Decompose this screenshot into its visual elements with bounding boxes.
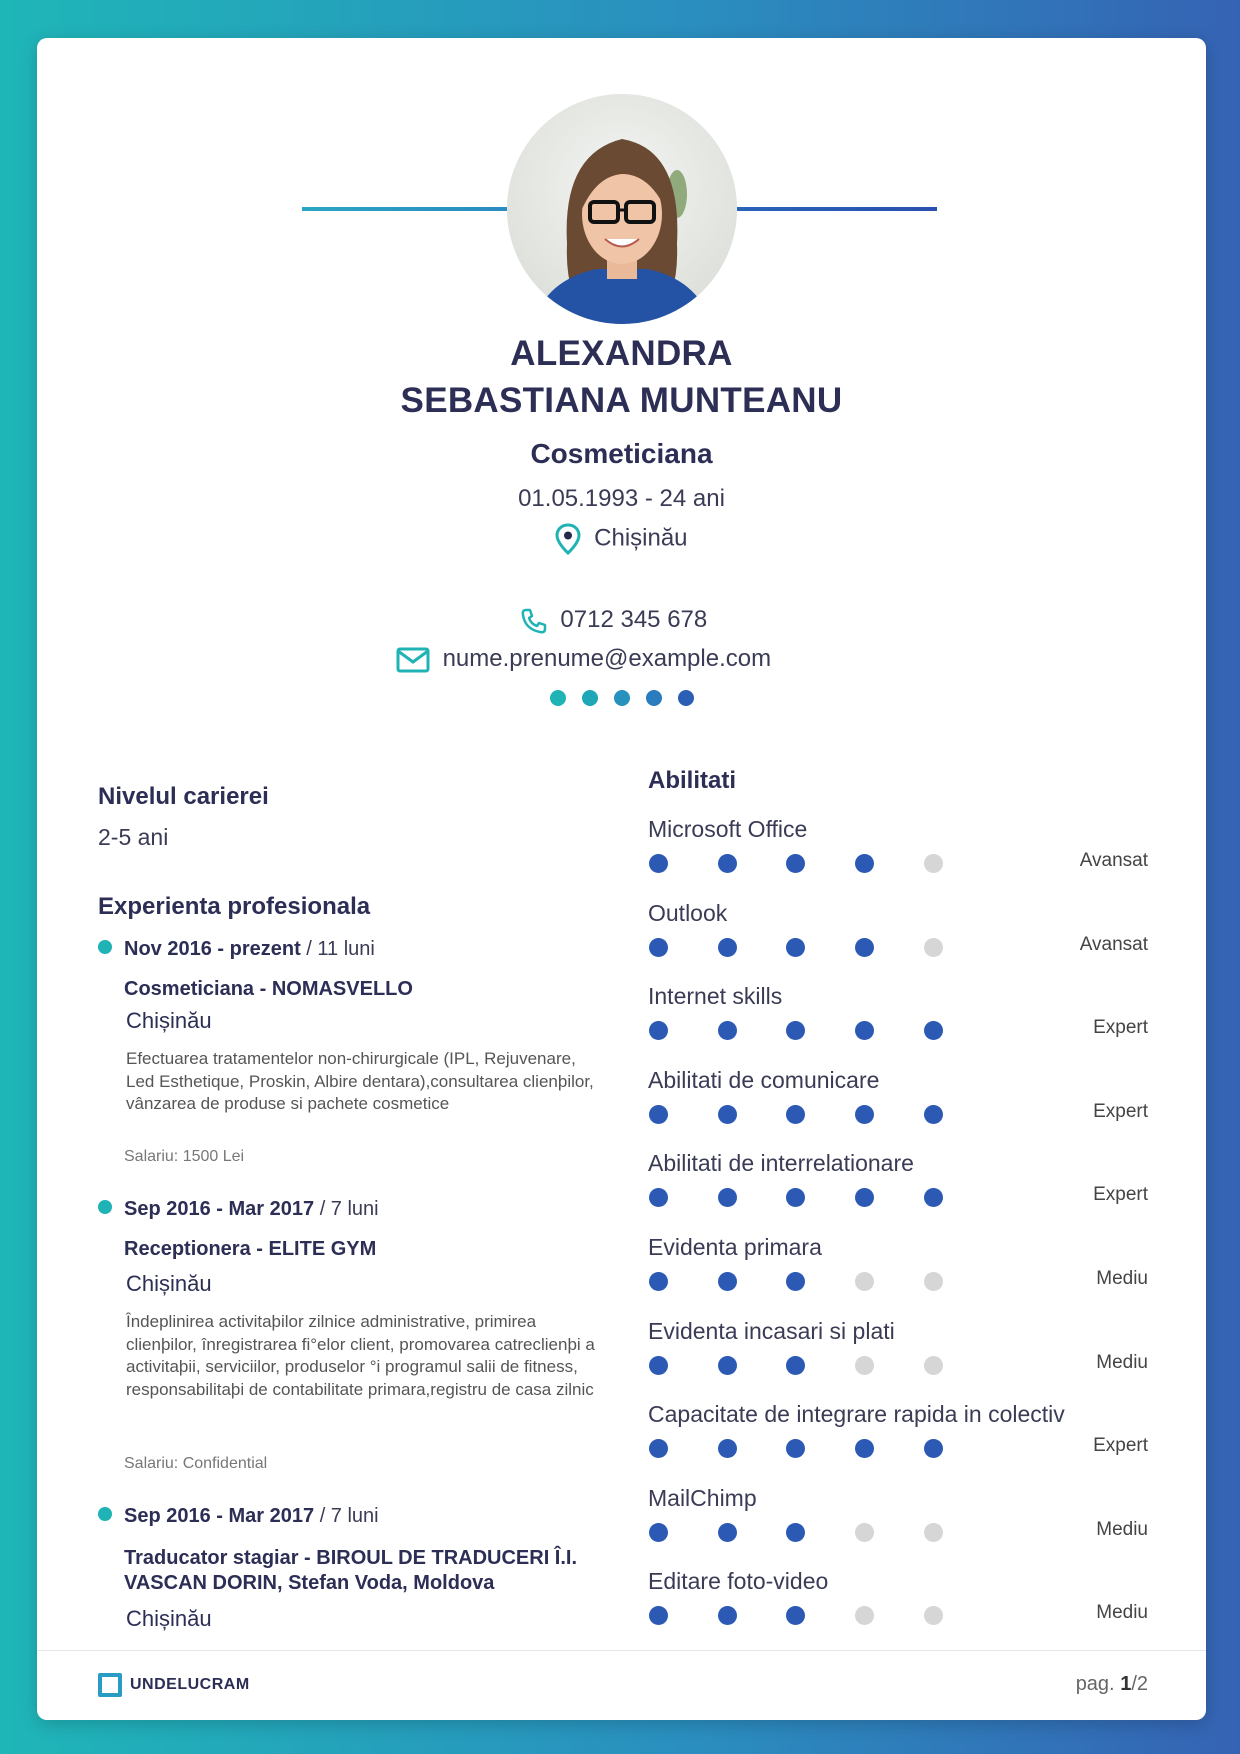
rating-dot-filled bbox=[718, 1439, 737, 1458]
decorative-dots bbox=[37, 690, 1206, 706]
header-line-right bbox=[727, 207, 937, 211]
footer-divider bbox=[37, 1650, 1206, 1651]
job-2-role: Receptionera - ELITE GYM bbox=[124, 1238, 377, 1260]
avatar bbox=[507, 94, 737, 324]
phone-icon bbox=[520, 606, 561, 633]
rating-dot-filled bbox=[786, 1272, 805, 1291]
rating-dot-filled bbox=[649, 1356, 668, 1375]
skill-name: Abilitati de comunicare bbox=[648, 1066, 880, 1093]
rating-dot-filled bbox=[855, 1188, 874, 1207]
skill-name: MailChimp bbox=[648, 1484, 757, 1511]
rating-dot-filled bbox=[855, 1021, 874, 1040]
skill-level: Expert bbox=[1093, 1184, 1148, 1206]
logo-square-icon bbox=[98, 1673, 122, 1697]
timeline-bullet bbox=[98, 940, 112, 954]
job-2-description: Îndeplinirea activitaþilor zilnice administrative, primirea clienþilor, înregistrarea fi°elor client, promovarea catreclienþi a activitaþii, serviciilor, produselor °i programul salii de fitness, responsabilitaþi de contabilitate primara,registru de casa zilnic bbox=[126, 1312, 595, 1399]
location-row bbox=[37, 523, 1206, 555]
rating-dot-filled bbox=[786, 1356, 805, 1375]
rating-dot-empty bbox=[924, 854, 943, 873]
skill-name: Microsoft Office bbox=[648, 816, 808, 842]
skill-level: Avansat bbox=[1079, 933, 1148, 955]
rating-dot-filled bbox=[649, 854, 668, 873]
rating-dot-empty bbox=[924, 1606, 943, 1625]
dot bbox=[614, 690, 630, 706]
name-line-2: SEBASTIANA MUNTEANU bbox=[400, 381, 843, 420]
rating-dot-filled bbox=[718, 1356, 737, 1375]
rating-dot-filled bbox=[649, 1606, 668, 1625]
rating-dot-filled bbox=[786, 1021, 805, 1040]
rating-dot-filled bbox=[718, 938, 737, 957]
rating-dot-filled bbox=[786, 1439, 805, 1458]
dot bbox=[646, 690, 662, 706]
rating-dot-filled bbox=[649, 1188, 668, 1207]
full-name bbox=[37, 330, 1206, 424]
rating-dot-filled bbox=[718, 854, 737, 873]
brand-logo[interactable]: UNDELUCRAM bbox=[98, 1673, 250, 1697]
job-3-dates: Sep 2016 - Mar 2017 / 7 luni bbox=[98, 1505, 379, 1528]
skills-heading: Abilitati bbox=[648, 767, 736, 794]
timeline-bullet bbox=[98, 1507, 112, 1521]
timeline-bullet bbox=[98, 1200, 112, 1214]
mail-icon bbox=[396, 645, 443, 672]
dot bbox=[678, 690, 694, 706]
rating-dot-empty bbox=[855, 1523, 874, 1542]
job-1-dates: Nov 2016 - prezent / 11 luni bbox=[98, 938, 375, 961]
dot bbox=[582, 690, 598, 706]
rating-dot-filled bbox=[786, 854, 805, 873]
email-text[interactable]: nume.prenume@example.com bbox=[442, 645, 772, 672]
job-1-salary: Salariu: 1500 Lei bbox=[124, 1148, 245, 1165]
rating-dot-empty bbox=[855, 1606, 874, 1625]
skill-level: Mediu bbox=[1096, 1518, 1148, 1540]
rating-dot-filled bbox=[924, 1188, 943, 1207]
rating-dot-filled bbox=[718, 1021, 737, 1040]
job-3-role-line-1: Traducator stagiar - BIROUL DE TRADUCERI Î.I. bbox=[124, 1547, 578, 1569]
skill-name: Abilitati de interrelationare bbox=[648, 1150, 914, 1177]
rating-dot-filled bbox=[855, 1105, 874, 1124]
rating-dot-filled bbox=[649, 1021, 668, 1040]
rating-dot-filled bbox=[718, 1272, 737, 1291]
skill-name: Editare foto-video bbox=[648, 1568, 829, 1595]
skill-level: Avansat bbox=[1079, 850, 1148, 871]
city-text: Chișinău bbox=[594, 524, 688, 552]
skill-level: Mediu bbox=[1096, 1268, 1148, 1289]
rating-dot-filled bbox=[855, 1439, 874, 1458]
skill-name: Evidenta primara bbox=[648, 1234, 822, 1260]
rating-dot-filled bbox=[924, 1021, 943, 1040]
rating-dot-filled bbox=[786, 1523, 805, 1542]
rating-dot-filled bbox=[718, 1523, 737, 1542]
rating-dot-empty bbox=[924, 1272, 943, 1291]
rating-dot-filled bbox=[718, 1188, 737, 1207]
rating-dot-empty bbox=[924, 1523, 943, 1542]
rating-dot-empty bbox=[855, 1356, 874, 1375]
page-number: pag. 1/2 bbox=[1075, 1673, 1148, 1695]
rating-dot-filled bbox=[786, 1188, 805, 1207]
career-heading: Nivelul carierei bbox=[98, 783, 269, 810]
job-1-description: Efectuarea tratamentelor non-chirurgicale (IPL, Rejuvenare, Led Esthetique, Proskin, Albire dentara),consultarea clienþilor, vânzarea de produse si pachete cosmetice bbox=[126, 1049, 594, 1113]
phone-row bbox=[37, 606, 1198, 635]
rating-dot-filled bbox=[924, 1439, 943, 1458]
email-row bbox=[37, 645, 1168, 673]
rating-dot-filled bbox=[786, 1105, 805, 1124]
rating-dot-filled bbox=[718, 1105, 737, 1124]
rating-dot-filled bbox=[855, 938, 874, 957]
job-title: Cosmeticiana bbox=[530, 438, 713, 469]
birth-date: 01.05.1993 - 24 ani bbox=[518, 485, 725, 512]
skill-name: Capacitate de integrare rapida in colectiv bbox=[648, 1401, 1065, 1428]
job-3-role bbox=[124, 1546, 577, 1596]
rating-dot-filled bbox=[924, 1105, 943, 1124]
skill-level: Expert bbox=[1093, 1100, 1148, 1122]
job-1-role: Cosmeticiana - NOMASVELLO bbox=[124, 978, 413, 1000]
skill-level: Expert bbox=[1093, 1435, 1148, 1457]
job-3-city: Chișinău bbox=[126, 1606, 212, 1631]
rating-dot-filled bbox=[786, 1606, 805, 1625]
phone-text[interactable]: 0712 345 678 bbox=[560, 606, 708, 633]
skill-level: Expert bbox=[1093, 1017, 1148, 1039]
job-1-city: Chișinău bbox=[126, 1008, 212, 1033]
skill-name: Internet skills bbox=[648, 983, 783, 1010]
experience-heading: Experienta profesionala bbox=[98, 893, 371, 920]
rating-dot-filled bbox=[649, 1523, 668, 1542]
rating-dot-filled bbox=[649, 938, 668, 957]
location-pin-icon bbox=[555, 524, 594, 551]
rating-dot-filled bbox=[718, 1606, 737, 1625]
skill-level: Mediu bbox=[1096, 1602, 1148, 1624]
rating-dot-filled bbox=[649, 1439, 668, 1458]
rating-dot-filled bbox=[786, 938, 805, 957]
career-value: 2-5 ani bbox=[98, 824, 169, 850]
job-2-city: Chișinău bbox=[126, 1271, 212, 1296]
skill-name: Outlook bbox=[648, 899, 728, 926]
rating-dot-filled bbox=[649, 1105, 668, 1124]
dot bbox=[550, 690, 566, 706]
rating-dot-empty bbox=[924, 1356, 943, 1375]
cv-page bbox=[37, 38, 1206, 1720]
job-3-role-line-2: VASCAN DORIN, Stefan Voda, Moldova bbox=[124, 1572, 495, 1594]
name-line-1: ALEXANDRA bbox=[510, 334, 733, 373]
rating-dot-empty bbox=[855, 1272, 874, 1291]
rating-dot-filled bbox=[855, 854, 874, 873]
rating-dot-filled bbox=[649, 1272, 668, 1291]
rating-dot-empty bbox=[924, 938, 943, 957]
job-2-salary: Salariu: Confidential bbox=[124, 1455, 268, 1472]
skill-level: Mediu bbox=[1096, 1351, 1148, 1373]
skill-name: Evidenta incasari si plati bbox=[648, 1317, 895, 1344]
job-2-dates: Sep 2016 - Mar 2017 / 7 luni bbox=[98, 1198, 379, 1221]
